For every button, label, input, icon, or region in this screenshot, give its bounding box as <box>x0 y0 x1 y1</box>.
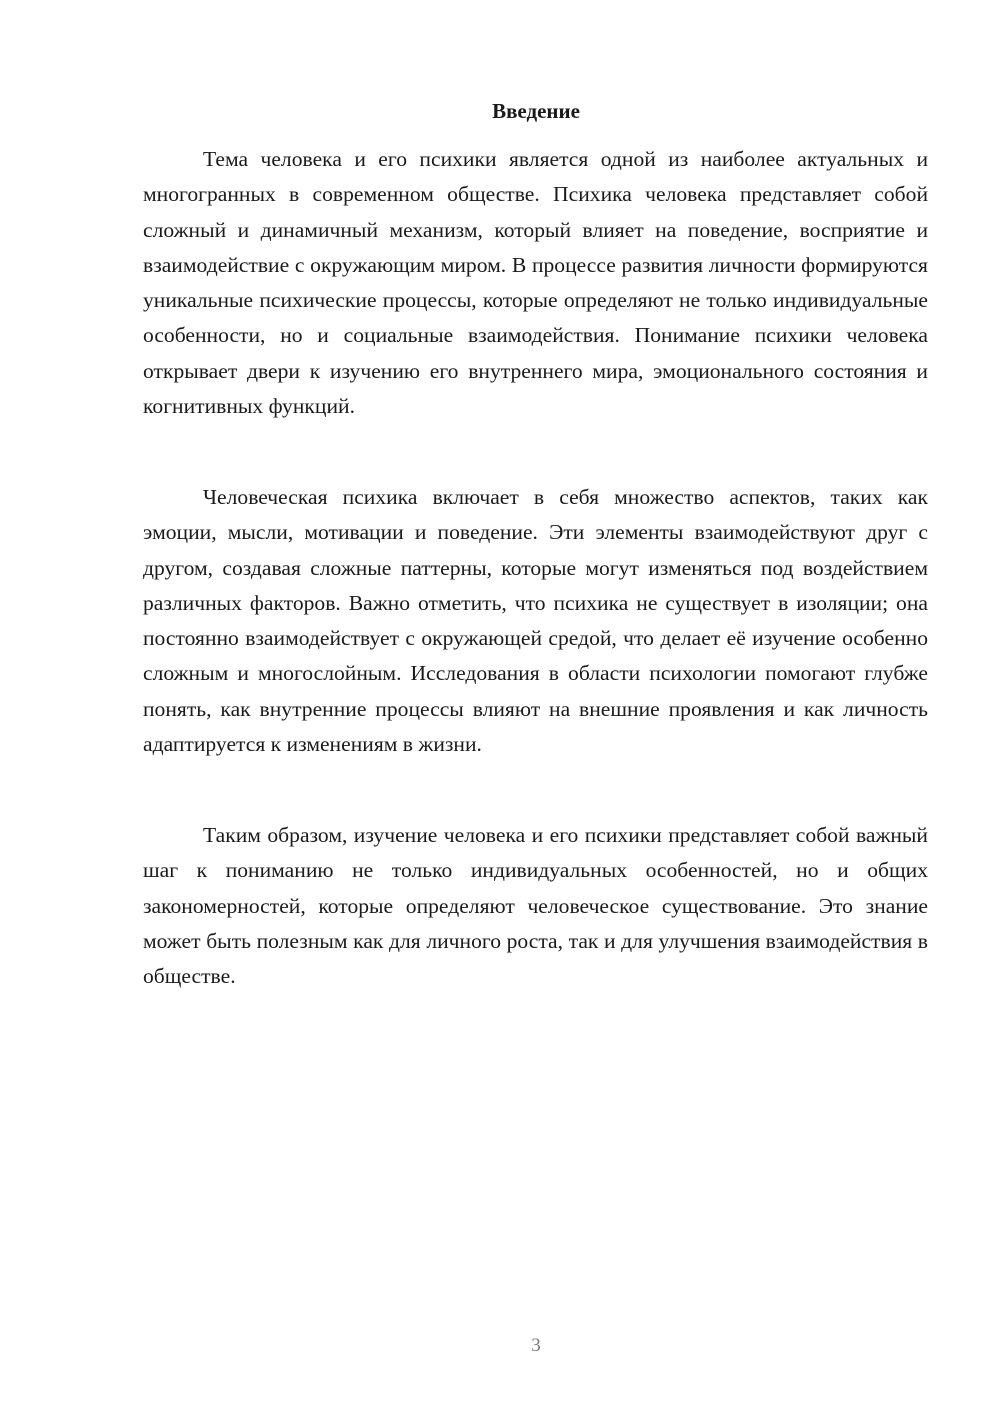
paragraph-2: Человеческая психика включает в себя множество аспектов, таких как эмоции, мысли, мотивации и поведение. Эти элементы взаимодействуют друг с другом, создавая сложные паттерны, которые могут изменяться под воздействием различных факторов. Важно отметить, что психика не существует в изоляции; она постоянно взаимодействует с окружающей средой, что делает её изучение особенно сложным и многослойным. Исследования в области психологии помогают глубже понять, как внутренние процессы влияют на внешние проявления и как личность адаптируется к изменениям в жизни. <box>143 485 928 757</box>
page-number: 3 <box>531 1335 541 1356</box>
paragraph-1: Тема человека и его психики является одной из наиболее актуальных и многогранных в современном обществе. Психика человека представляет собой сложный и динамичный механизм, который влияет на поведение, восприятие и взаимодействие с окружающим миром. В процессе развития личности формируются уникальные психические процессы, которые определяют не только индивидуальные особенности, но и социальные взаимодействия. Понимание психики человека открывает двери к изучению его внутреннего мира, эмоционального состояния и когнитивных функций. <box>143 147 928 419</box>
paragraph-3: Таким образом, изучение человека и его психики представляет собой важный шаг к пониманию не только индивидуальных особенностей, но и общих закономерностей, которые определяют человеческое существование. Это знание может быть полезным как для личного роста, так и для улучшения взаимодействия в обществе. <box>143 823 928 989</box>
section-title: Введение <box>492 99 580 123</box>
